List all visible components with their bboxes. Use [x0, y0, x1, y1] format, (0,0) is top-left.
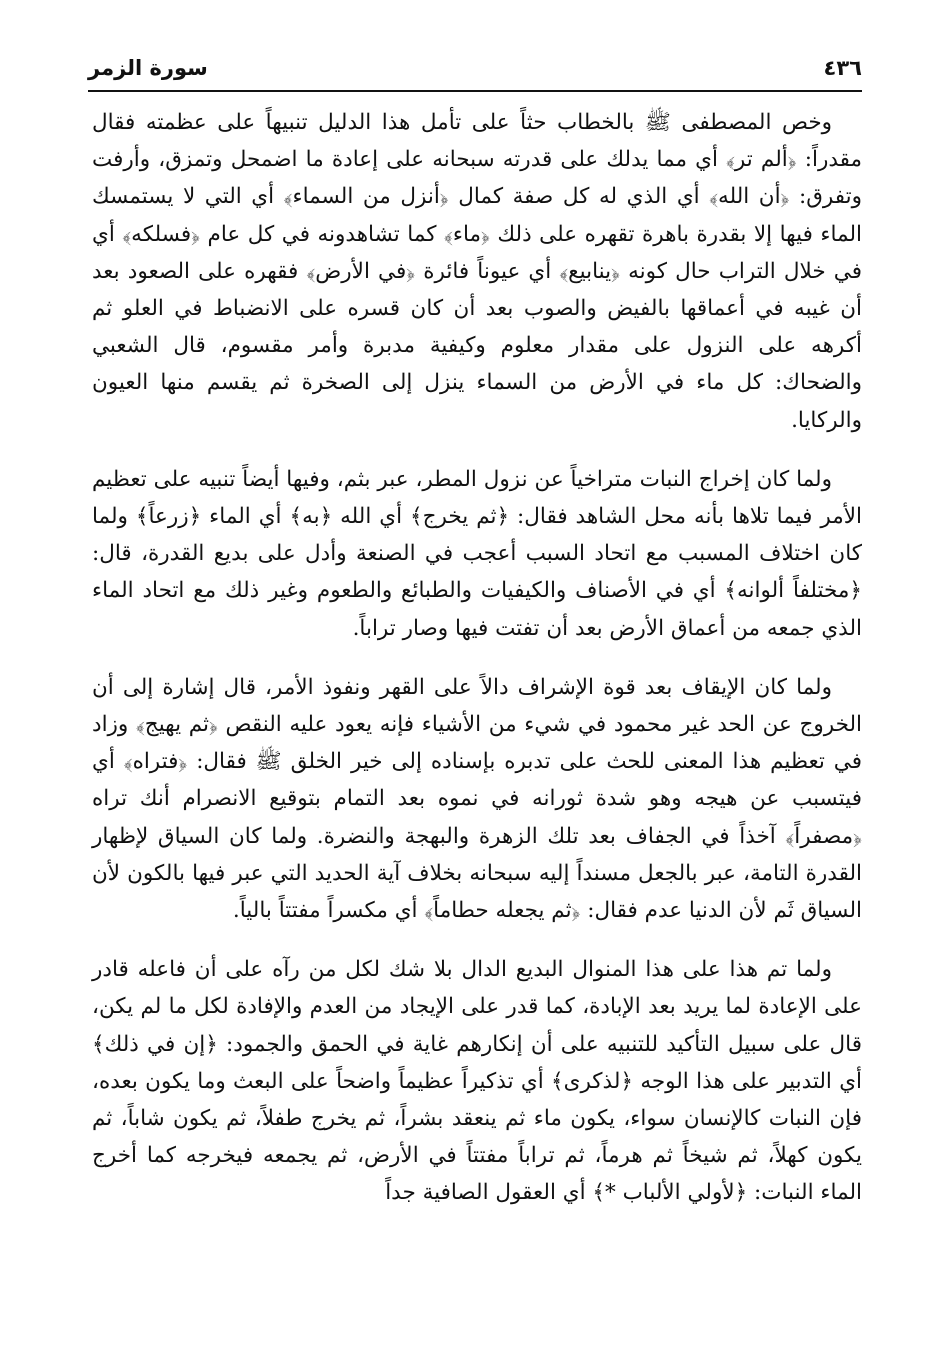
paragraph-1: وخص المصطفى ﷺ بالخطاب حثاً على تأمل هذا الدليل تنبيهاً على عظمته فقال مقدراً: ﴿ألم تر﴾ أي مما يدلك على قدرته سبحانه على إعادة ما اضمحل وتمزق، وأرفت وتفرق: ﴿أن الله﴾ أي الذي له كل صفة كمال ﴿أنزل من السماء﴾ أي التي لا يستمسك الماء فيها إلا بقدرة باهرة تقهره على ذلك ﴿ماء﴾ كما تشاهدونه في كل عام ﴿فسلكه﴾ أي في خلال التراب حال كونه ﴿ينابيع﴾ أي عيوناً فائرة ﴿في الأرض﴾ فقهره على الصعود بعد أن غيبه في أعماقها بالفيض والصوب بعد أن كان قسره على الانضباط في العلو ثم أكرهه على النزول على مقدار معلوم وكيفية مدبرة وأمر مقسوم، قال الشعبي والضحاك: كل ماء في الأرض من السماء ينزل إلى الصخرة ثم يقسم منها العيون والركايا.	[92, 110, 862, 433]
paragraph-4: ولما تم هذا على هذا المنوال البديع الدال بلا شك لكل من رآه على أن فاعله قادر على الإعادة لما يريد بعد الإبادة، كما قدر على الإيجاد من العدم والإفادة لكل ما لم يكن، قال على سبيل التأكيد للتنبيه على أن إنكارهم غاية في الحمق والجمود: ﴿إن في ذلك﴾ أي التدبير على هذا الوجه ﴿لذكرى﴾ أي تذكيراً عظيماً واضحاً على البعث وما يكون بعده، فإن النبات كالإنسان سواء، يكون ماء ثم ينعقد بشراً، ثم يخرج طفلاً، ثم يكون شاباً، ثم يكون كهلاً، ثم شيخاً ثم هرماً، ثم تراباً مفتتاً في الأرض، ثم يجمعه فيخرجه كما أخرج الماء النبات: ﴿لأولي الألباب *﴾ أي العقول الصافية جداً	[92, 957, 862, 1206]
header-divider	[88, 90, 862, 92]
page-header	[88, 52, 862, 84]
paragraph-3: ولما كان الإيقاف بعد قوة الإشراف دالاً على القهر ونفوذ الأمر، قال إشارة إلى أن الخروج عن الحد غير محمود في شيء من الأشياء فإنه يعود عليه النقص ﴿ثم يهيج﴾ وزاد في تعظيم هذا المعنى للحث على تدبره بإسناده إلى خير الخلق ﷺ فقال: ﴿فتراه﴾ أي فيتسبب عن هيجه وهو شدة ثورانه في نموه بعد التمام بتوقيع الانصرام أنك تراه ﴿مصفراً﴾ آخذاً في الجفاف بعد تلك الزهرة والبهجة والنضرة. ولما كان السياق لإظهار القدرة التامة، عبر بالجعل مسنداً إليه سبحانه بخلاف آية الحديد التي عبر فيها بالكون لأن السياق ثَم لأن الدنيا عدم فقال: ﴿ثم يجعله حطاماً﴾ أي مكسراً مفتتاً بالياً.	[92, 674, 862, 924]
page-number: ٤٣٦	[823, 56, 862, 80]
page-body	[92, 104, 862, 1234]
paragraph-2: ولما كان إخراج النبات متراخياً عن نزول المطر، عبر بثم، وفيها أيضاً تنبيه على تعظيم الأمر فيما تلاها بأنه محل الشاهد فقال: ﴿ثم يخرج﴾ أي الله ﴿به﴾ أي الماء ﴿زرعاً﴾ ولما كان اختلاف المسبب مع اتحاد السبب أعجب في الصنعة وأدل على بديع القدرة، قال: ﴿مختلفاً ألوانه﴾ أي في الأصناف والكيفيات والطبائع والطعوم وغير ذلك مع اتحاد الماء الذي جمعه من أعماق الأرض بعد أن تفتت فيها وصار تراباً.	[92, 466, 862, 641]
surah-title: سورة الزمر	[88, 56, 208, 80]
